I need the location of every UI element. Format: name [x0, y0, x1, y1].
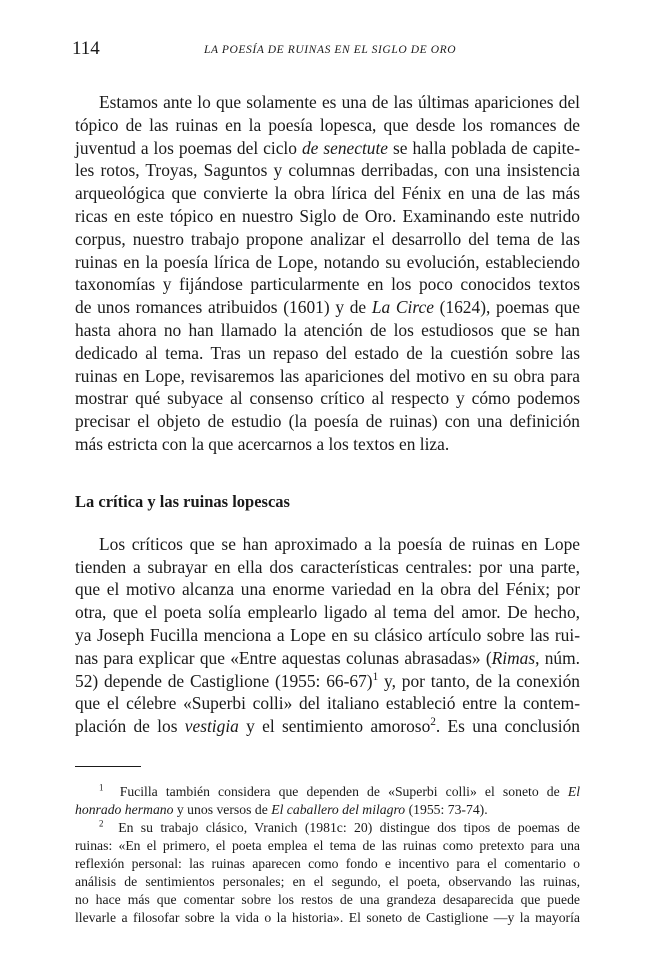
footnote-ref-1: 1	[372, 670, 379, 683]
text-line: Estamos ante lo que solamente es una de las últimas apariciones del	[99, 92, 580, 112]
footnote-marker: 1	[99, 782, 104, 793]
text-line: de unos romances atribuidos (1601) y de La Circe (1624), poemas que	[75, 297, 580, 318]
paragraph-critics	[75, 533, 580, 738]
paragraph-intro	[75, 91, 580, 456]
text-line: arqueológica que convierte la obra lírica del Fénix en una de las más	[75, 183, 580, 204]
footnote-2-line: ruinas: «En el primero, el poeta emplea el tema de las ruinas como pretexto para una	[75, 837, 580, 853]
footnotes	[75, 783, 580, 927]
text-line: 52) depende de Castiglione (1955: 66-67)$^1$ y, por tanto, de la conexión	[75, 670, 580, 691]
page-number: 114	[72, 38, 100, 59]
section-heading: La crítica y las ruinas lopescas	[75, 491, 290, 511]
text-line: otra, que el poeta solía emplearlo ligado al tema del amor. De hecho,	[75, 602, 580, 623]
text-line: dedicado al tema. Tras un repaso del estado de la cuestión sobre las	[75, 342, 580, 363]
text-line: ruinas en Lope, revisaremos las apariciones del motivo en su obra para	[75, 365, 580, 386]
footnote-2-line: no hace más que comentar sobre los restos de una grandeza desaparecida que puede	[75, 891, 580, 907]
footnote-2-line: reflexión personal: las ruinas aparecen como fondo e incentivo para el comentario o	[75, 855, 580, 871]
text-line: más estricta con la que acercarnos a los textos en liza.	[75, 433, 450, 454]
text-line: nas para explicar que «Entre aquestas colunas abrasadas» (Rimas, núm.	[75, 647, 580, 668]
text-line: ya Joseph Fucilla menciona a Lope en su clásico artículo sobre las rui-	[75, 624, 580, 645]
text-line: plación de los vestigia y el sentimiento amoroso$^2$. Es una conclusión	[75, 716, 580, 737]
footnote-2: $^2$ En su trabajo clásico, Vranich (1981c: 20) distingue dos tipos de poemas de	[99, 818, 581, 835]
body-text	[75, 91, 580, 927]
text-line: hasta ahora no han llamado la atención de los estudiosos que se han	[75, 319, 580, 340]
page-header	[72, 38, 582, 62]
footnote-marker: 2	[99, 818, 104, 829]
text-line: mostrar qué subyace al consenso crítico al respecto y cómo podemos	[75, 388, 580, 409]
italic-title: Rimas	[491, 647, 536, 668]
footnote-1: $^1$ Fucilla también considera que dependen de «Superbi colli» el soneto de El	[99, 782, 580, 799]
text-line: taxonomías y fijándose particularmente en los poco conocidos textos	[75, 274, 580, 295]
text-line: les rotos, Troyas, Saguntos y columnas derribadas, con una insistencia	[75, 160, 580, 181]
footnote-ref-2: 2	[430, 716, 436, 729]
text-line: precisar el objeto de estudio (la poesía de ruinas) con una definición	[75, 411, 580, 432]
text-line: ricas en este tópico en nuestro Siglo de Oro. Examinando este nutrido	[75, 205, 580, 226]
text-line: que el motivo alcanza una enorme variedad en la obra del Fénix; por	[75, 579, 580, 600]
italic-term: de senectute	[301, 137, 389, 158]
footnote-1-cont: honrado hermano y unos versos de El caballero del milagro (1955: 73-74).	[75, 801, 488, 817]
text-line: tienden a subrayar en ella dos características centrales: por una parte,	[75, 556, 580, 577]
italic-title: La Circe	[371, 297, 434, 318]
text-line: tópico de las ruinas en la poesía lopesca, que desde los romances de	[75, 114, 580, 135]
italic-term: vestigia	[184, 716, 239, 737]
text-line: corpus, nuestro trabajo propone analizar el desarrollo del tema de las	[75, 228, 580, 249]
text-line: Los críticos que se han aproximado a la poesía de ruinas en Lope	[99, 533, 580, 554]
text-line: juventud a los poemas del ciclo de senectute se halla poblada de capite-	[75, 137, 580, 158]
footnote-2-line: análisis de sentimientos personales; en el segundo, el poeta, observando las ruinas,	[75, 873, 580, 889]
footnote-divider	[75, 766, 141, 767]
text-line: que el célebre «Superbi colli» del italiano estableció entre la contem-	[75, 693, 580, 714]
text-line: ruinas en la poesía lírica de Lope, notando su evolución, estableciendo	[75, 251, 580, 272]
footnote-2-line: llevarle a filosofar sobre la vida o la historia». El soneto de Castiglione —y la mayoría	[75, 909, 580, 925]
running-title: LA POESÍA DE RUINAS EN EL SIGLO DE ORO	[204, 44, 457, 56]
